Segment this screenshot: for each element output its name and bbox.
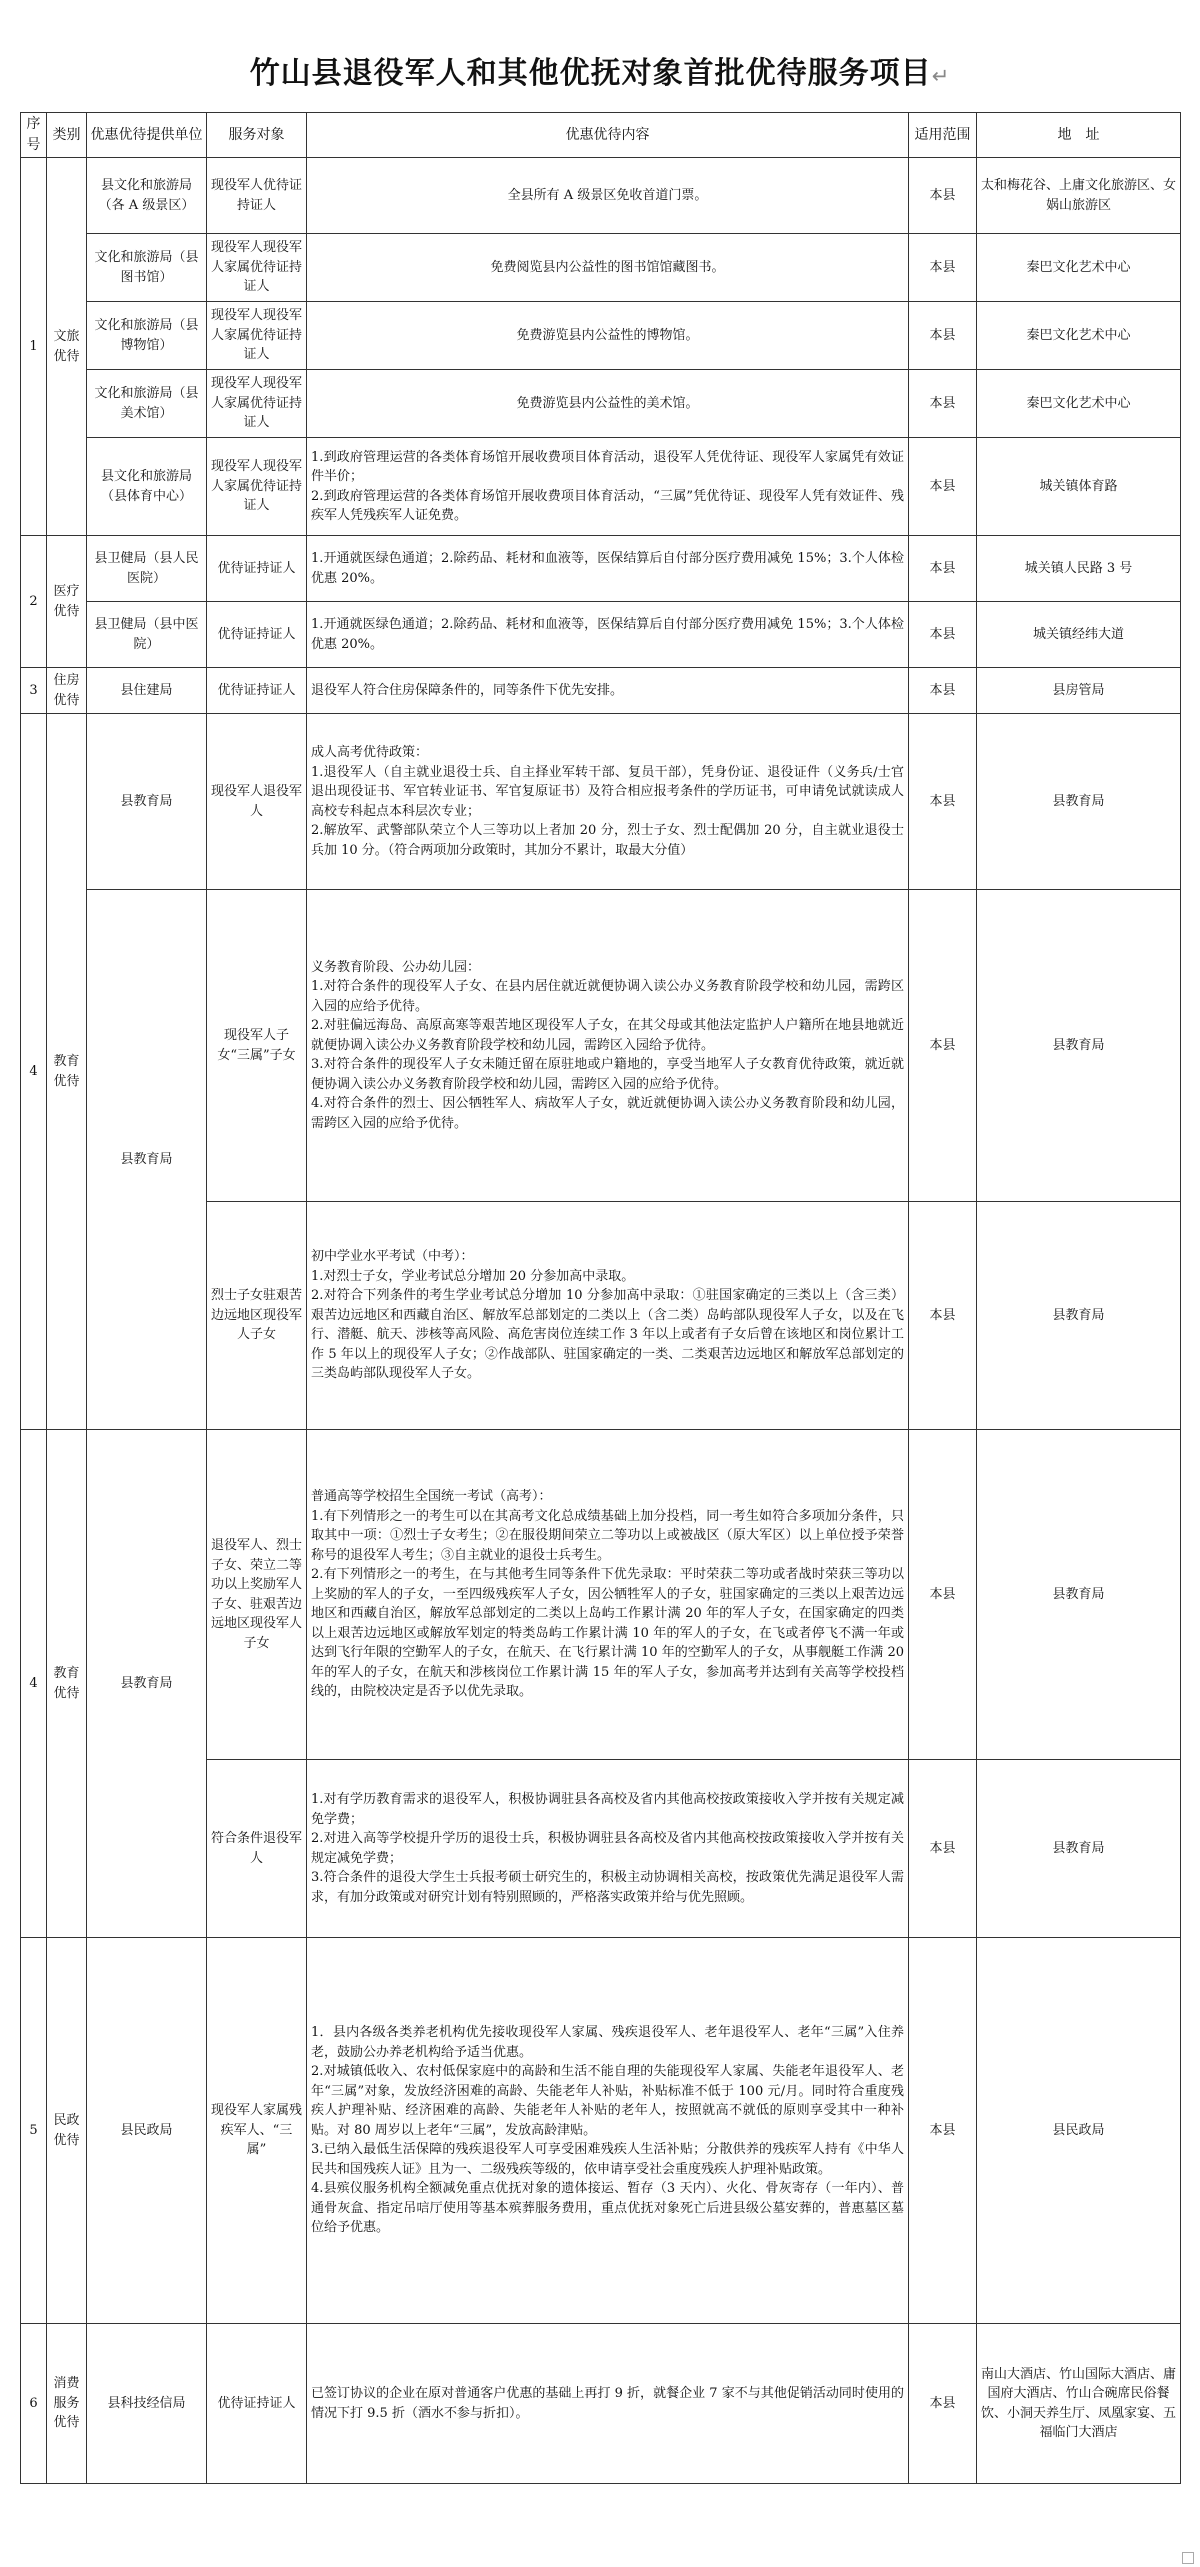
content-line: 3.符合条件的退役大学生士兵报考硕士研究生的，积极主动协调相关高校，按政策优先满足退役军人需求，有加分政策或对研究计划有特别照顾的，严格落实政策并给与优先照顾。 [311,1870,904,1905]
header-scope: 适用范围 [909,113,977,158]
content-line: 普通高等学校招生全国统一考试（高考）： [311,1489,552,1505]
seq-cell: 1 [21,158,47,536]
content-line: 免费游览县内公益性的美术馆。 [516,395,699,411]
content-cell [307,234,909,302]
content-line: 4.对符合条件的烈士、因公牺牲军人、病故军人子女，就近就便协调入读公办义务教育阶段和幼儿园，需跨区入园的应给予优待。 [311,1096,904,1131]
target-cell: 现役军人家属残疾军人、“三属” [207,1938,307,2324]
content-cell [307,890,909,1202]
content-line: 初中学业水平考试（中考）： [311,1249,474,1265]
seq-cell: 5 [21,1938,47,2324]
target-cell: 退役军人、烈士子女、荣立二等功以上奖励军人子女、驻艰苦边远地区现役军人子女 [207,1430,307,1760]
target-cell: 优待证持证人 [207,668,307,714]
address-cell: 城关镇经纬大道 [977,602,1181,668]
unit-cell: 县教育局 [87,714,207,890]
category-cell: 教育优待 [47,714,87,1430]
table-row [21,2324,1181,2484]
content-line: 2.对进入高等学校提升学历的退役士兵，积极协调驻县各高校及省内其他高校按政策接收入学并按有关规定减免学费； [311,1831,904,1866]
address-cell: 城关镇体育路 [977,438,1181,536]
content-line: 1.对烈士子女，学业考试总分增加 20 分参加高中录取。 [311,1268,635,1284]
content-line: 2.解放军、武警部队荣立个人三等功以上者加 20 分，烈士子女、烈士配偶加 20 分，自主就业退役士兵加 10 分。（符合两项加分政策时，其加分不累计，取最大分值） [311,823,904,858]
content-line: 成人高考优待政策： [311,745,429,760]
seq-cell: 2 [21,536,47,668]
address-cell: 县民政局 [977,1938,1181,2324]
scope-cell: 本县 [909,1760,977,1938]
target-cell: 现役军人现役军人家属优待证持证人 [207,370,307,438]
scope-cell: 本县 [909,668,977,714]
content-line: 4.县殡仪服务机构全额减免重点优抚对象的遗体接运、暂存（3 天内）、火化、骨灰寄存（一年内）、普通骨灰盒、指定吊唁厅使用等基本殡葬服务费用，重点优抚对象死亡后进县级公墓安葬的，普惠墓区墓位给予优惠。 [311,2181,904,2236]
target-cell: 现役军人退役军人 [207,714,307,890]
content-line: 1.开通就医绿色通道；2.除药品、耗材和血液等，医保结算后自付部分医疗费用减免 15%；3.个人体检优惠 20%。 [311,617,904,652]
category-cell: 教育优待 [47,1430,87,1938]
address-cell: 县房管局 [977,668,1181,714]
target-cell: 优待证持证人 [207,536,307,602]
content-cell [307,668,909,714]
table-row [21,438,1181,536]
unit-cell: 县文化和旅游局（各 A 级景区） [87,158,207,234]
content-line: 1.退役军人（自主就业退役士兵、自主择业军转干部、复员干部），凭身份证、退役证件（义务兵/士官退出现役证书、军官转业证书、军官复原证书）及符合相应报考条件的学历证书，可申请免试就读成人高校专科起点本科层次专业； [311,764,904,819]
address-cell: 县教育局 [977,714,1181,890]
seq-cell: 6 [21,2324,47,2484]
unit-cell: 县科技经信局 [87,2324,207,2484]
content-cell [307,302,909,370]
target-cell: 优待证持证人 [207,602,307,668]
scope-cell: 本县 [909,438,977,536]
table-row [21,370,1181,438]
content-cell [307,602,909,668]
content-cell [307,438,909,536]
target-cell: 现役军人现役军人家属优待证持证人 [207,234,307,302]
content-line: 1.有下列情形之一的考生可以在其高考文化总成绩基础上加分投档，同一考生如符合多项加分条件，只取其中一项：①烈士子女考生；②在服役期间荣立二等功以上或被战区（原大军区）以上单位授予荣誉称号的退役军人考生；③自主就业的退役士兵考生。 [311,1508,904,1563]
table-row [21,158,1181,234]
content-line: 2.对城镇低收入、农村低保家庭中的高龄和生活不能自理的失能现役军人家属、失能老年退役军人、老年“三属”对象，发放经济困难的高龄、失能老年人补贴，补贴标准不低于 100 元/月。同时符合重度残疾人护理补贴、经济困难的高龄、失能老年人补贴的老年人，按照就高不就低的原则享受其中一种补贴。对 80 周岁以上老年“三属”，发放高龄津贴。 [311,2064,904,2138]
content-cell [307,1430,909,1760]
content-cell [307,1760,909,1938]
table-row [21,714,1181,890]
content-cell [307,2324,909,2484]
unit-cell: 县教育局 [87,1430,207,1938]
table-row [21,602,1181,668]
content-cell [307,1202,909,1430]
content-line: 3.已纳入最低生活保障的残疾退役军人可享受困难残疾人生活补贴；分散供养的残疾军人持有《中华人民共和国残疾人证》且为一、二级残疾等级的，依申请享受社会重度残疾人护理补贴政策。 [311,2142,904,2177]
content-line: 1．县内各级各类养老机构优先接收现役军人家属、残疾退役军人、老年退役军人、老年“三属”入住养老，鼓励公办养老机构给予适当优惠。 [311,2025,904,2060]
table-row [21,890,1181,1202]
content-line: 2.到政府管理运营的各类体育场馆开展收费项目体育活动，“三属”凭优待证、现役军人凭有效证件、残疾军人凭残疾军人证免费。 [311,488,904,523]
content-line: 退役军人符合住房保障条件的，同等条件下优先安排。 [311,682,624,698]
benefits-table [20,112,1181,2484]
address-cell: 秦巴文化艺术中心 [977,234,1181,302]
unit-cell: 文化和旅游局（县博物馆） [87,302,207,370]
seq-cell: 4 [21,714,47,1430]
address-cell: 城关镇人民路 3 号 [977,536,1181,602]
header-seq: 序号 [21,113,47,158]
table-row [21,1938,1181,2324]
scope-cell: 本县 [909,536,977,602]
table-row [21,302,1181,370]
category-cell: 文旅优待 [47,158,87,536]
content-cell [307,1938,909,2324]
content-line: 1.开通就医绿色通道；2.除药品、耗材和血液等，医保结算后自付部分医疗费用减免 15%；3.个人体检优惠 20%。 [311,551,904,586]
target-cell: 符合条件退役军人 [207,1760,307,1938]
header-target: 服务对象 [207,113,307,158]
content-line: 义务教育阶段、公办幼儿园： [311,959,481,975]
unit-cell: 县教育局 [87,890,207,1430]
content-line: 免费游览县内公益性的博物馆。 [516,327,699,343]
unit-cell: 县卫健局（县人民医院） [87,536,207,602]
scope-cell: 本县 [909,714,977,890]
category-cell: 住房优待 [47,668,87,714]
content-cell [307,536,909,602]
scope-cell: 本县 [909,890,977,1202]
page-corner-marker [1182,2552,1194,2564]
content-line: 1.对有学历教育需求的退役军人，积极协调驻县各高校及省内其他高校按政策接收入学并按有关规定减免学费； [311,1792,904,1827]
unit-cell: 文化和旅游局（县美术馆） [87,370,207,438]
unit-cell: 县卫健局（县中医院） [87,602,207,668]
page-title: 竹山县退役军人和其他优抚对象首批优待服务项目↵ [249,56,951,91]
content-cell [307,158,909,234]
scope-cell: 本县 [909,158,977,234]
address-cell: 太和梅花谷、上庸文化旅游区、女娲山旅游区 [977,158,1181,234]
category-cell: 医疗优待 [47,536,87,668]
address-cell: 南山大酒店、竹山国际大酒店、庸国府大酒店、竹山合碗席民俗餐饮、小洞天养生厅、凤凰家宴、五福临门大酒店 [977,2324,1181,2484]
content-line: 免费阅览县内公益性的图书馆馆藏图书。 [490,259,725,275]
scope-cell: 本县 [909,602,977,668]
scope-cell: 本县 [909,234,977,302]
target-cell: 烈士子女驻艰苦边远地区现役军人子女 [207,1202,307,1430]
content-line: 全县所有 A 级景区免收首道门票。 [507,187,708,203]
table-row [21,234,1181,302]
address-cell: 秦巴文化艺术中心 [977,370,1181,438]
content-cell [307,714,909,890]
unit-cell: 县文化和旅游局（县体育中心） [87,438,207,536]
header-unit: 优惠优待提供单位 [87,113,207,158]
content-cell [307,370,909,438]
content-line: 2.对驻偏远海岛、高原高寒等艰苦地区现役军人子女，在其父母或其他法定监护人户籍所在地县地就近就便协调入读公办义务教育阶段学校和幼儿园，需跨区入园给予优待。 [311,1018,904,1053]
scope-cell: 本县 [909,1430,977,1760]
table-row [21,1430,1181,1760]
scope-cell: 本县 [909,2324,977,2484]
address-cell: 秦巴文化艺术中心 [977,302,1181,370]
content-line: 已签订协议的企业在原对普通客户优惠的基础上再打 9 折，就餐企业 7 家不与其他促销活动同时使用的情况下打 9.5 折（酒水不参与折扣）。 [311,2386,904,2421]
header-content: 优惠优待内容 [307,113,909,158]
address-cell: 县教育局 [977,890,1181,1202]
target-cell: 现役军人现役军人家属优待证持证人 [207,438,307,536]
header-category: 类别 [47,113,87,158]
address-cell: 县教育局 [977,1202,1181,1430]
scope-cell: 本县 [909,370,977,438]
seq-cell: 3 [21,668,47,714]
unit-cell: 县住建局 [87,668,207,714]
table-row [21,536,1181,602]
content-line: 1.到政府管理运营的各类体育场馆开展收费项目体育活动，退役军人凭优待证、现役军人家属凭有效证件半价； [311,449,904,484]
content-line: 3.对符合条件的现役军人子女未随迁留在原驻地或户籍地的，享受当地军人子女教育优待政策，就近就便协调入读公办义务教育阶段学校和幼儿园，需跨区入园的应给予优待。 [311,1057,904,1092]
address-cell: 县教育局 [977,1430,1181,1760]
unit-cell: 县民政局 [87,1938,207,2324]
unit-cell: 文化和旅游局（县图书馆） [87,234,207,302]
target-cell: 现役军人优待证持证人 [207,158,307,234]
content-line: 2.有下列情形之一的考生，在与其他考生同等条件下优先录取：平时荣获二等功或者战时荣获三等功以上奖励的军人的子女，一至四级残疾军人子女，因公牺牲军人的子女，驻国家确定的三类以上艰苦边远地区和西藏自治区，解放军总部划定的二类以上岛屿工作累计满 20 年的军人子女，在国家确定的四类以上艰苦边远地区或解放军划定的特类岛屿工作累计满 10 年的军人的子女，在飞或者停飞不满一年或达到飞行年限的空勤军人的子女，在航天、在飞行累计满 10 年的空勤军人的子女，从事舰艇工作满 20 年的军人的子女，在航天和涉核岗位工作累计满 15 年的军人子女，参加高考并达到有关高等学校投档线的，由院校决定是否予以优先录取。 [311,1567,904,1700]
scope-cell: 本县 [909,1938,977,2324]
content-line: 1.对符合条件的现役军人子女、在县内居住就近就便协调入读公办义务教育阶段学校和幼儿园，需跨区入园的应给予优待。 [311,979,904,1014]
scope-cell: 本县 [909,1202,977,1430]
content-line: 2.对符合下列条件的考生学业考试总分增加 10 分参加高中录取：①驻国家确定的三类以上（含三类）艰苦边远地区和西藏自治区、解放军总部划定的二类以上（含二类）岛屿部队现役军人子女，以及在飞行、潜艇、航天、涉核等高风险、高危害岗位连续工作 3 年以上或者有子女后曾在该地区和岗位累计工作 5 年以上的现役军人子女；②作战部队、驻国家确定的一类、二类艰苦边远地区和解放军总部划定的三类岛屿部队现役军人子女。 [311,1288,904,1382]
seq-cell: 4 [21,1430,47,1938]
category-cell: 消费服务优待 [47,2324,87,2484]
table-row [21,668,1181,714]
scope-cell: 本县 [909,302,977,370]
table-header-row [21,113,1181,158]
target-cell: 优待证持证人 [207,2324,307,2484]
address-cell: 县教育局 [977,1760,1181,1938]
header-address: 地 址 [977,113,1181,158]
target-cell: 现役军人现役军人家属优待证持证人 [207,302,307,370]
category-cell: 民政优待 [47,1938,87,2324]
target-cell: 现役军人子女“三属”子女 [207,890,307,1202]
